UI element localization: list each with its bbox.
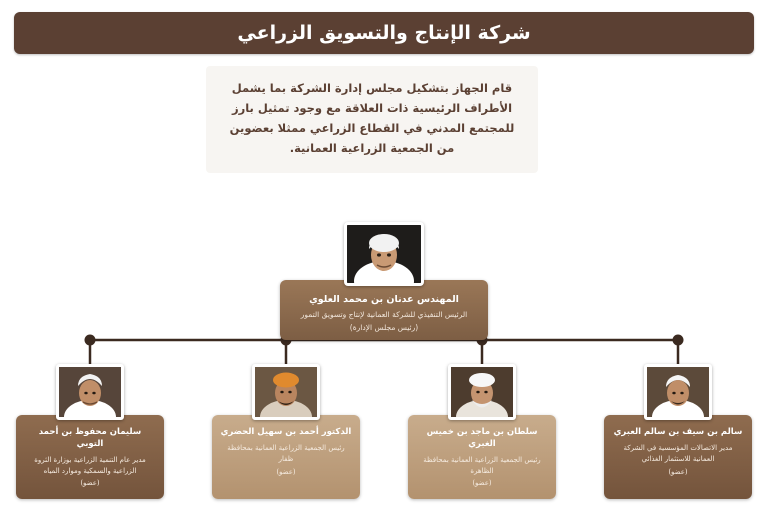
chairman-node[interactable] — [280, 222, 488, 340]
intro-text: قام الجهاز بتشكيل مجلس إدارة الشركة بما يشمل الأطراف الرئيسية ذات العلاقة مع وجود تمثيل بارز للمجتمع المدني في القطاع الزراعي ممثلا بعضوين من الجمعية الزراعية العمانية. — [229, 81, 515, 156]
member-node-1[interactable] — [408, 364, 556, 499]
member-tag-1: (عضو) — [472, 479, 492, 488]
members-row — [0, 364, 768, 514]
member-tag-0: (عضو) — [668, 467, 688, 476]
page-header-bar — [14, 12, 754, 54]
chairman-role: الرئيس التنفيذي للشركة العمانية لإنتاج وتسويق التمور — [300, 310, 468, 319]
member-role-1: رئيس الجمعية الزراعية العمانية بمحافظة الظاهرة — [423, 455, 541, 475]
member-card-3 — [16, 415, 164, 499]
chairman-card — [280, 280, 488, 340]
member-name-1: سلطان بن ماجد بن خميس الغبري — [426, 427, 538, 449]
member-photo-3 — [56, 364, 124, 420]
member-card-0 — [604, 415, 752, 499]
member-role-3: مدير عام التنمية الزراعية بوزارة الثروة الزراعية والسمكية وموارد المياه — [34, 455, 146, 475]
member-tag-2: (عضو) — [276, 467, 296, 476]
member-name-0: سالم بن سيف بن سالم العبري — [613, 427, 743, 437]
member-photo-1 — [448, 364, 516, 420]
member-photo-0 — [644, 364, 712, 420]
member-name-2: الدكتور أحمد بن سهيل الحضري — [220, 427, 352, 437]
member-photo-2 — [252, 364, 320, 420]
member-tag-3: (عضو) — [80, 479, 100, 488]
member-node-2[interactable] — [212, 364, 360, 499]
member-role-2: رئيس الجمعية الزراعية العمانية بمحافظة ظفار — [227, 443, 345, 463]
chairman-tag: (رئيس مجلس الإدارة) — [349, 322, 419, 332]
member-card-2 — [212, 415, 360, 499]
member-role-0: مدير الاتصالات المؤسسية في الشركة العمانية للاستثمار الغذائي — [623, 443, 733, 463]
intro-panel — [206, 66, 538, 173]
page-title: شركة الإنتاج والتسويق الزراعي — [237, 22, 531, 44]
chairman-photo — [344, 222, 424, 286]
member-node-0[interactable] — [604, 364, 752, 499]
chairman-name: المهندس عدنان بن محمد العلوي — [309, 294, 459, 305]
member-name-3: سليمان محفوظ بن أحمد التوبي — [38, 427, 142, 449]
member-card-1 — [408, 415, 556, 499]
member-node-3[interactable] — [16, 364, 164, 499]
